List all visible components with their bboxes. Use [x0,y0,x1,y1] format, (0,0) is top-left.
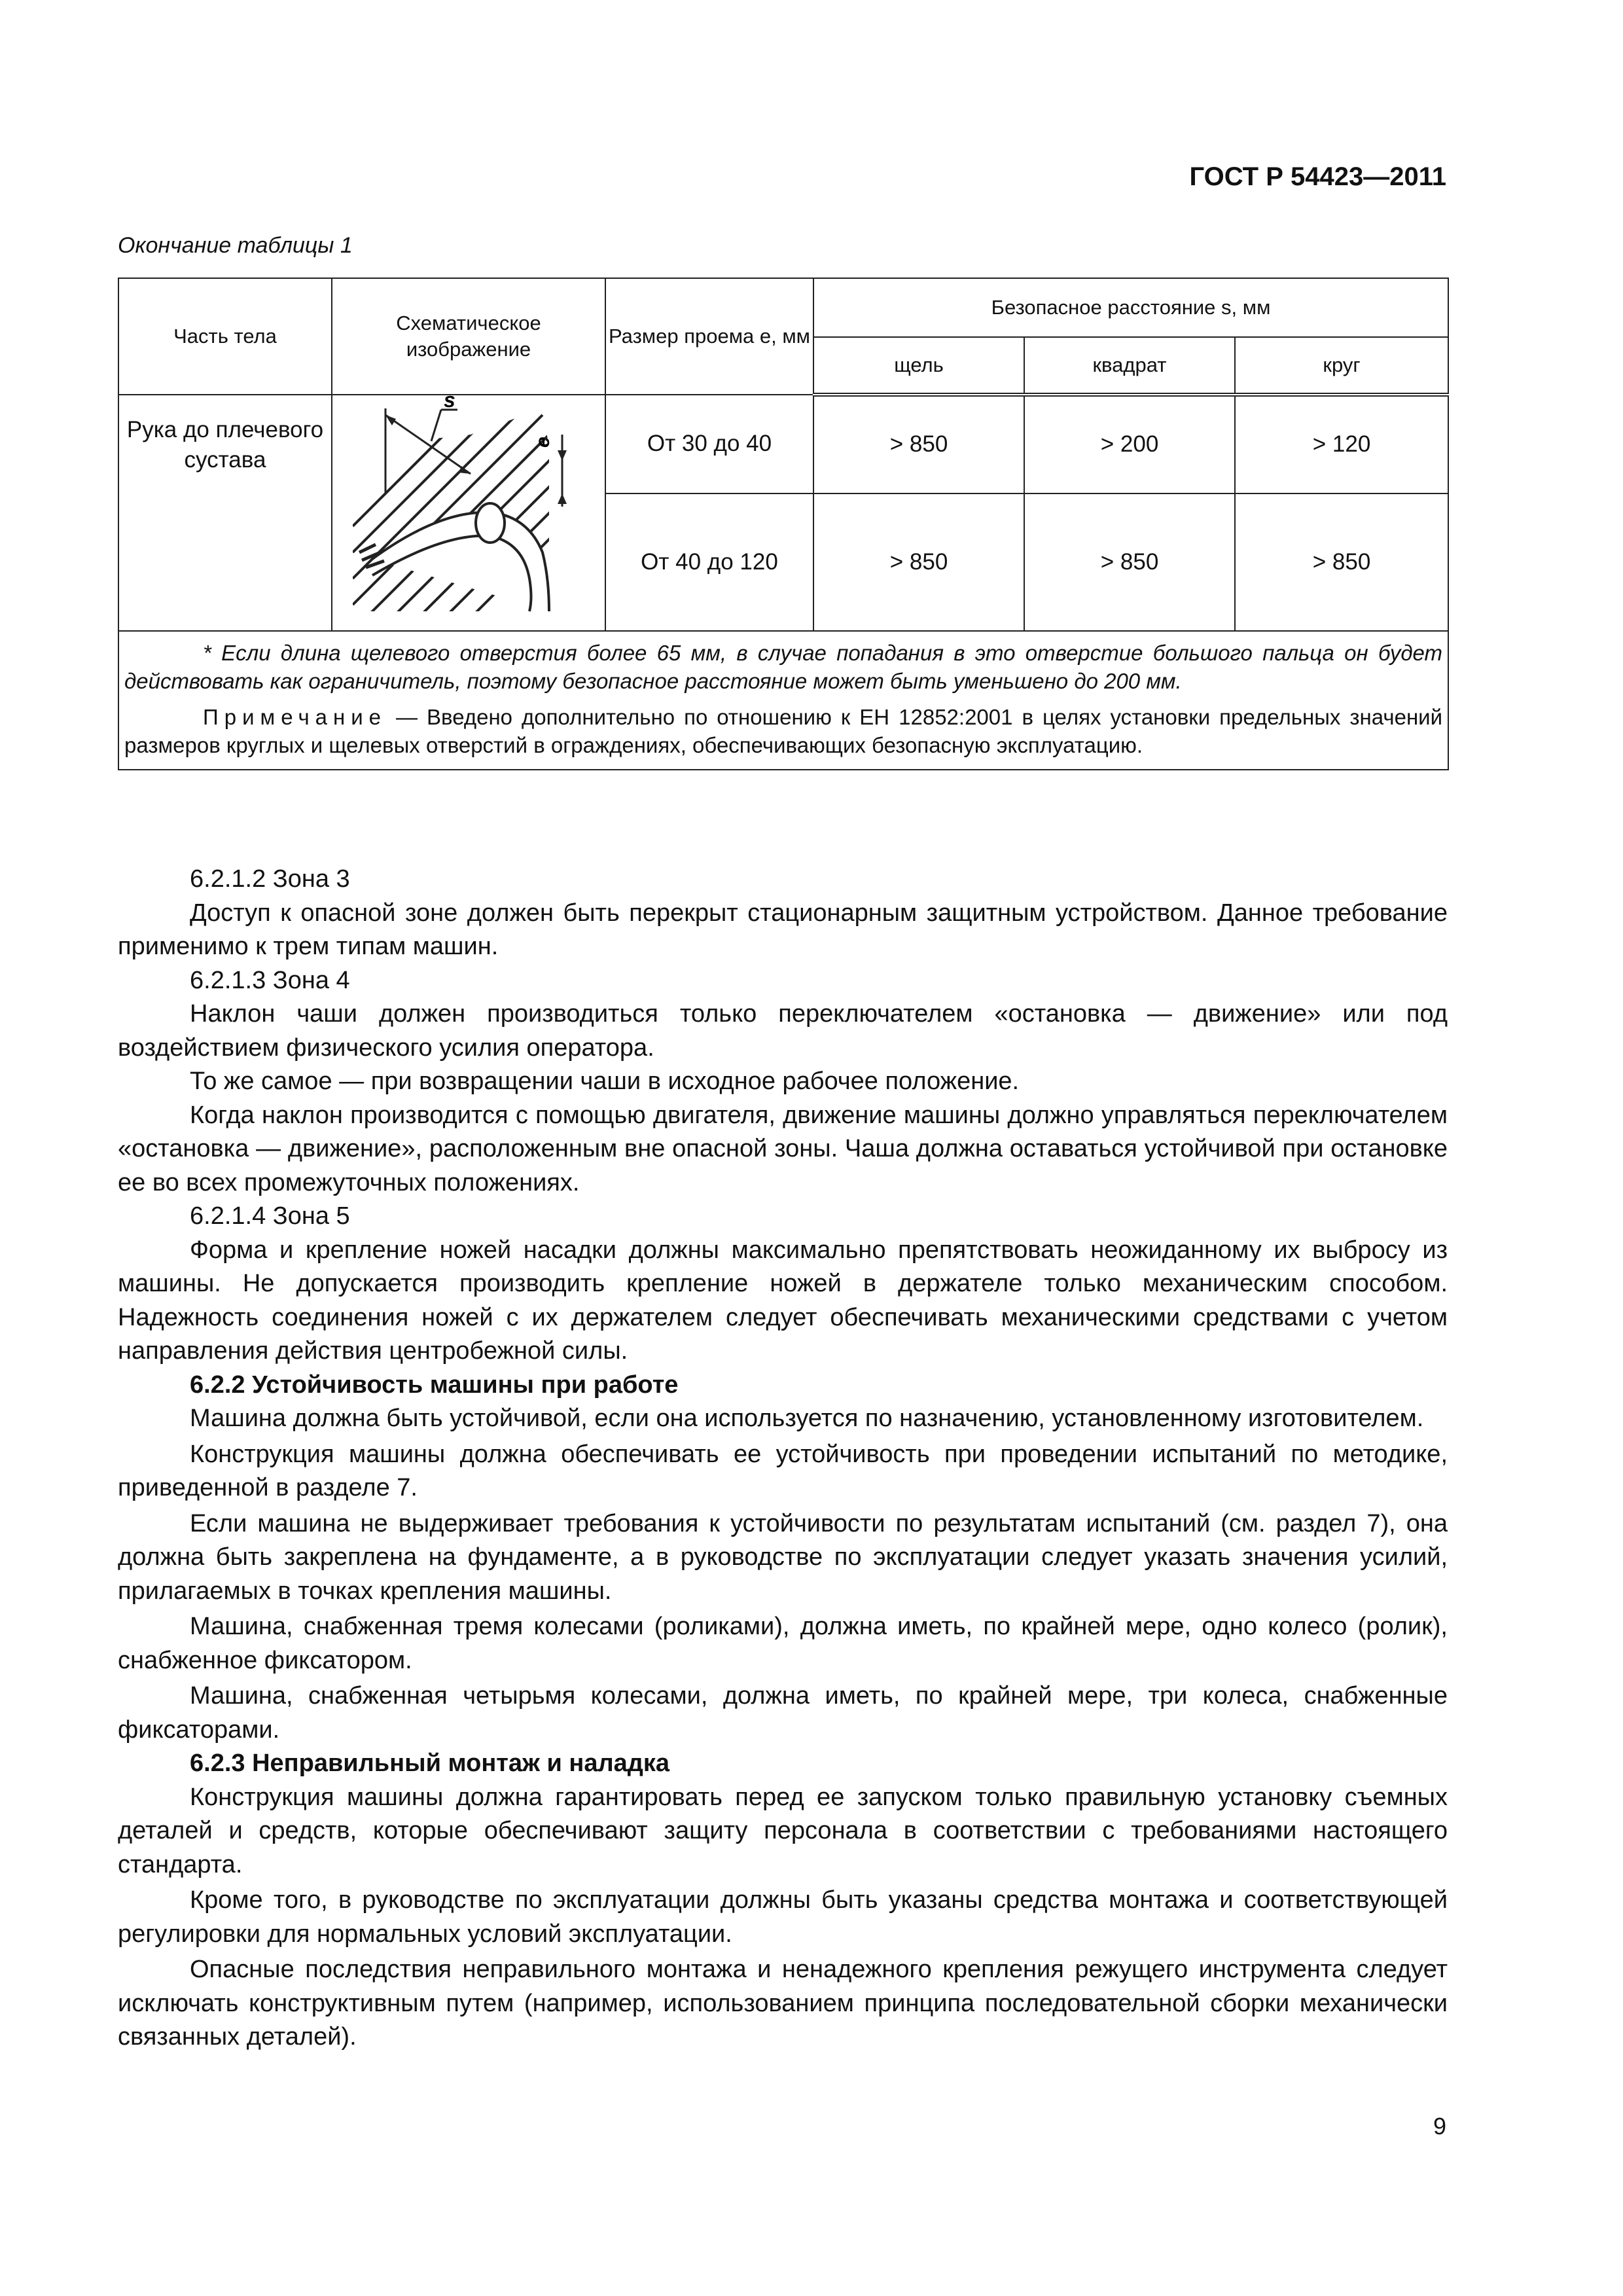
body-part-cell: Рука до плечевого сустава [118,395,332,631]
table-footnote: * Если длина щелевого отверстия более 65 мм, в случае попадания в это отверстие большого пальца он будет действовать как ограничитель, поэтому безопасное расстояние может быть уменьшено до 200 мм. [124,641,1443,693]
header-safe-distance: Безопасное расстояние s, мм [813,278,1448,337]
paragraph: Когда наклон производится с помощью двигателя, движение машины должно управляться переключателем «остановка — движение», расположенным вне опасной зоны. Чаша должна оставаться устойчивой при остановке ее во всех промежуточных положениях. [118,1101,1448,1196]
slot-cell: > 850 [813,493,1024,631]
clause-heading: 6.2.1.4 Зона 5 [190,1202,350,1230]
paragraph: Конструкция машины должна обеспечивать ее устойчивость при проведении испытаний по методике, приведенной в разделе 7. [118,1440,1448,1501]
note-label: Примечание [203,704,387,729]
opening-cell: От 30 до 40 [605,395,813,493]
section-heading: 6.2.2 Устойчивость машины при работе [190,1371,679,1399]
schema-label-s: s [444,395,455,412]
section-heading: 6.2.3 Неправильный монтаж и наладка [190,1749,670,1777]
page-number: 9 [1433,2113,1446,2140]
table-note [124,704,1442,760]
paragraph: Машина, снабженная тремя колесами (роликами), должна иметь, по крайней мере, одно колесо (ролик), снабженное фиксатором. [118,1613,1448,1674]
paragraph: Если машина не выдерживает требования к устойчивости по результатам испытаний (см. раздел 7), она должна быть закреплена на фундаменте, а в руководстве по эксплуатации следует указать значения усилий, прилагаемых в точках крепления машины. [118,1509,1448,1605]
paragraph: Машина должна быть устойчивой, если она используется по назначению, установленному изготовителем. [190,1405,1424,1432]
paragraph: То же самое — при возвращении чаши в исходное рабочее положение. [190,1067,1020,1095]
table-caption: Окончание таблицы 1 [118,233,353,258]
paragraph: Наклон чаши должен производиться только переключателем «остановка — движение» или под воздействием физического усилия оператора. [118,1000,1448,1062]
slot-cell: > 850 [813,395,1024,493]
note-text: — Введено дополнительно по отношению к ЕН 12852:2001 в целях установки предельных значений размеров круглых и щелевых отверстий в ограждениях, обеспечивающих безопасную эксплуатацию. [124,704,1443,757]
opening-cell: От 40 до 120 [605,493,813,631]
paragraph: Доступ к опасной зоне должен быть перекрыт стационарным защитным устройством. Данное требование применимо к трем типам машин. [118,899,1448,960]
clause-heading: 6.2.1.3 Зона 4 [190,966,350,994]
circle-cell: > 120 [1235,395,1448,493]
header-circle: круг [1235,337,1448,395]
square-cell: > 200 [1024,395,1235,493]
paragraph: Форма и крепление ножей насадки должны максимально препятствовать неожиданному их выбросу из машины. Не допускается производить крепление ножей в держателе только механическим способом. Надежность соединения ножей с их держателем следует обеспечивать механическими средствами с учетом направления действия центробежной силы. [118,1236,1448,1365]
paragraph: Конструкция машины должна гарантировать перед ее запуском только правильную установку съемных деталей и средств, которые обеспечивают защиту персонала в соответствии с требованиями настоящего стандарта. [118,1783,1448,1878]
header-slot: щель [813,337,1024,395]
schema-label-e: e [532,437,554,448]
header-square: квадрат [1024,337,1235,395]
header-schema: Схематическое изображение [332,278,605,395]
circle-cell: > 850 [1235,493,1448,631]
arm-through-opening-diagram [333,395,604,624]
paragraph: Машина, снабженная четырьмя колесами, должна иметь, по крайней мере, три колеса, снабженные фиксаторами. [118,1682,1448,1744]
paragraph: Кроме того, в руководстве по эксплуатации должны быть указаны средства монтажа и соответствующей регулировки для нормальных условий эксплуатации. [118,1886,1448,1948]
table-row [118,395,1448,493]
paragraph: Опасные последствия неправильного монтажа и ненадежного крепления режущего инструмента следует исключать конструктивным путем (например, использованием принципа последовательной сборки механически связанных деталей). [118,1956,1448,2051]
schema-cell [332,395,605,631]
header-opening: Размер проема e, мм [605,278,813,395]
body-text [118,863,1448,2054]
note-row [118,631,1448,770]
document-header: ГОСТ Р 54423—2011 [1189,162,1446,191]
square-cell: > 850 [1024,493,1235,631]
header-body-part: Часть тела [118,278,332,395]
table-notes [118,631,1448,770]
table-1 [118,278,1449,770]
clause-heading: 6.2.1.2 Зона 3 [190,865,350,893]
